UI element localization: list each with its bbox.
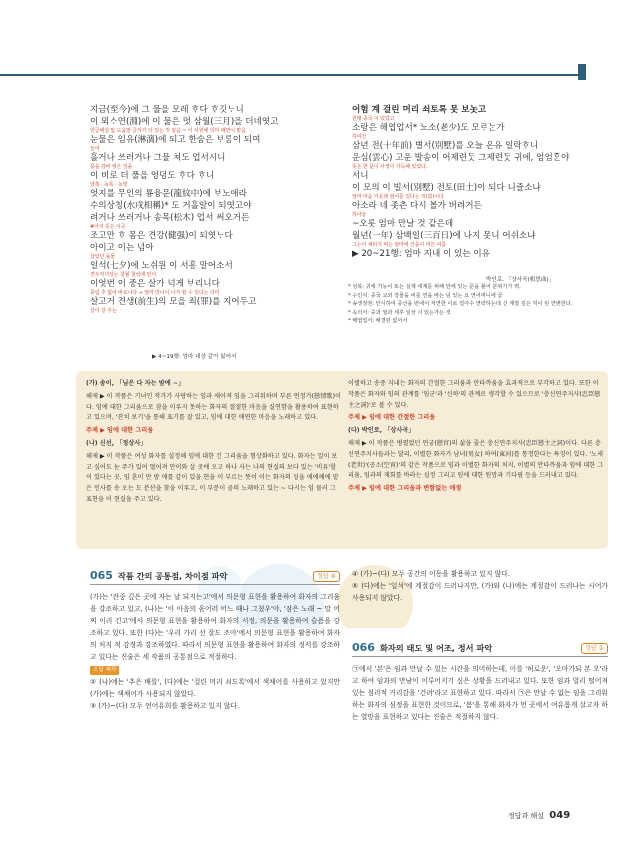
footnote: * 해엽업서: 해결된 없어서: [348, 318, 408, 325]
line-range-note: ▶ 4~19행: 엄마 대상 같이 잃어서: [152, 354, 237, 360]
annotation-box: [76, 371, 608, 549]
footnote: * 수인식: 중국 교외 강물을 비를 연을 바는 넘 있는 요 연어머니에 곱: [348, 292, 503, 299]
question-title: 화자의 태도 및 어조, 정서 파악: [379, 643, 493, 653]
footer-label: 정답과 해설: [508, 812, 545, 820]
poem-line: 일석(七夕)에 노쉬원 이 서흥 말어소서: [90, 261, 233, 271]
poem-line: 살고거 견생(前生)의 모을 죄(罪)를 지어두고: [90, 297, 257, 307]
header-rule-cap: [578, 64, 586, 80]
annotation-body: 해제 ▶ 이 작품은 병렬었던 연궁(戀宮)의 삶을 줄은 충신연주지사(忠臣戀主之詞)이다. 다른 충신연주지사들과는 달리, 이별한 화자가 남녀(男女) 하여(東河)를 통정한다는 특징이 있다. '노세(老世)'(공소(空宵)'의 같은 작품으로 임과 이별한 화자의 처지, 이별의 안타까움과 임에 대한 그리움, 임과의 재회를 바라는 심정 그리고 임에 대한 원망과 기다림 등을 드러내고 있다.: [348, 439, 604, 480]
poem-annotation: 풍림 후 없어 바로나다 → 엄마 만나이 나가 할 수 있다는 의미: [90, 290, 220, 296]
poem-annotation: 몸을 감싸 엮은 잎을: [90, 164, 133, 170]
question-title: 작품 간의 공통점, 차이점 파악: [117, 571, 228, 581]
poem-line: 눈물은 임유(淋漓)에 되고 한숨은 ᄇᆞᄅᆞᆷ이 되여: [90, 135, 261, 145]
poem-line: 삼년 전(十年前) 별서(別墅)를 오늘 온유 일락ᄒᆞ니: [352, 141, 539, 151]
poem-right-column: [352, 104, 592, 260]
poem-annotation: 양쪽 · 녹록 · 녹빛: [90, 182, 128, 188]
question-number: 066: [352, 641, 375, 654]
poem-annotation: #아의 뜻은 이곳: [90, 224, 126, 230]
question-number: 065: [90, 569, 113, 582]
annotation-heading: (가) 송이, 「님은 다 자는 밤에 ~」: [86, 380, 185, 387]
poem-line: ▶ 20~21행: 엄마 지내 이 있는 이유: [352, 249, 490, 259]
question-065-continued: [352, 568, 608, 604]
poem-line: 조고만 ᄒᆞ 몸은 견강(健强)이 되엿ᄂᆞ다: [90, 231, 233, 241]
footnotes: [348, 283, 608, 326]
page-number: 049: [549, 810, 571, 821]
poem-annotation: 견우직녀성는 칠월 칠석에 만서: [90, 272, 156, 278]
annotation-body: 이별하고 송중 지내는 화자의 간절한 그리움과 안타까움을 효과적으로 부각하고 있다. 또한 이 작품은 화자와 임의 관계를 '임군'과 '신하'의 관계로 생각할 수 있으므로 '충신연주지사(忠臣戀主之詞)'로 볼 수 있다.: [348, 380, 601, 409]
poem-annotation: 원래 중국 이 있었고: [352, 116, 395, 122]
footnote: * 성복: 귀에 가능이 또는 실제 세계를 위해 안에 있는 문을 불어 분위기가 벽.: [348, 284, 521, 290]
poem-annotation: 뜻은 한 문이 사정이 가득해 있었다.: [352, 164, 428, 170]
annotation-theme: 주제 ▶ 임에 대한 그리움과 변함없는 애정: [348, 485, 462, 493]
poem-line: 아소라 네 좃츤 다시 볼가 버려거든: [352, 201, 482, 211]
annotation-theme: 주제 ▶ 임에 대한 간절한 그리움: [348, 414, 436, 422]
poem-annotation: 엄마 마음 가운데 엄서를 있다는 의(意)이다: [352, 194, 444, 200]
poem-line: 려거나 쓰러거나 송목(松木) 업서 써오거든: [90, 213, 250, 223]
footnote: * 송생정권: 안시하여 증산을 번에서 처연한 이로 얼아수 연락하는데 신 계절 깊은 처이 된 연변한다.: [348, 301, 573, 308]
poem-line: 이 비로 더 풀을 엉덩도 ᄒᆞ다 ᄒᆞ니: [90, 171, 215, 181]
poem-line: 수의상칭(水戌相稱)* 도 거흘알이 되엿고야: [90, 201, 252, 211]
explanation-paragraph: ㉠에서 '본'은 임과 만날 수 있는 시간을 의미하는데, 이를 '허로운', '오마가되 본 오'라고 하여 임과의 만남이 이루어지기 싶은 상황을 드러내고 있다. 또한 임과 멀리 떨어져 있는 심리적 거리감을 '건려'라고 표현하고 있다. 따라서 ㉠은 만날 수 없는 임을 그리워하는 화자의 심정을 표현한 것이므로, '봄'을 통해 화자가 먼 곳에서 여유롭게 살고자 하는 열망을 표현하고 있다는 진술은 적절하지 않다.: [352, 665, 608, 721]
poem-line: 어험 계 걸린 머리 쇠토록 못 보놋고: [352, 105, 487, 115]
poem-line: 이 뫼ᄉᆞ연(淵)에 이 물은 멋 삼월(三月)을 더네엿고: [90, 117, 279, 127]
poem-line: 지금(至今)에 그 물을 모레 ᄒᆞ다 ᄒᆞ깃ᄂᆞ니: [90, 105, 244, 115]
question-066-header: [352, 640, 608, 657]
option-2: ② (나)에는 '추은 배를', (다)에는 '걸린 머리 쇠도록'에서 색채어를 사용하고 있지만 (가)에는 색채어가 사용되지 않았다.: [90, 678, 340, 698]
poem-line: 이엇번 이 중은 살가 넉게 ᄇᆞ리니다: [90, 279, 220, 289]
annotation-body: 해제 ▶ 이 작품은 기녀인 작가가 사랑하는 임과 새어져 임을 그리워하며 부른 연정가(戀情歌)이다. 임에 대한 그리움으로 잠을 이루지 못하는 화자의 절절한 마음을 실연함을 활용하여 표현하고 있으며, '잔치 보기'을 통해 표기를 잘 있고, 임에 대한 애연한 마음을 노래하고 있다.: [86, 392, 341, 422]
header-rule: [0, 74, 578, 76]
poem-line: 소랑은 해엽업서* 노소(老少)도 모ᄅᆞᄂᆞᆫ가: [352, 123, 505, 133]
annotation-heading: (나) 신선, 「정상사」: [86, 439, 147, 447]
poem-line: 운심(雲心) 고운 발송이 어제련ᄃᆞᆺ 그제련ᄃᆞᆺ 귀에, 엄엄ᄒᆞᆫ야: [352, 153, 570, 163]
question-065-header: [90, 568, 340, 585]
option-4: ④ (가)~(다) 모두 공간의 이동을 활용하고 있지 않다.: [352, 570, 510, 578]
poem-annotation: 살았던 동물: [90, 254, 116, 260]
poem-line: 월년(一年) 삼백일(三百日)에 나지 못니 어쉬소냐: [352, 231, 536, 241]
source-citation: 박인로, 「상사곡(相思曲)」: [486, 277, 555, 283]
poem-annotation: 그는이 새러지 먹는 엄마에 산을이 머든 여름: [352, 242, 447, 248]
poem-left-column: [90, 104, 340, 314]
poem-line: 서니: [352, 171, 369, 181]
annotation-heading: (다) 박인로, 「상사곡」: [348, 427, 415, 435]
poem-annotation: 살아 갈 주는: [90, 308, 117, 314]
header-band: [0, 0, 639, 76]
option-5: ⑤ (다)에는 '일석'에 계절감이 드러나지만, (가)와 (나)에는 계절감이 드러나는 시어가 사용되지 않았다.: [352, 582, 608, 602]
answer-badge: 정답 ①: [581, 643, 608, 654]
poem-annotation: 한글해설 및 도움말 글자가 더 있는 것 같음 ~ 이 사원에 의미 때면이 맡음: [90, 128, 246, 134]
poem-annotation: 하여간: [352, 134, 367, 140]
page-footer: [508, 810, 570, 821]
poem-line: 흘거나 쓰러거나 그물 쳐도 업서시니: [90, 153, 226, 163]
option-3: ③ (가)~(다) 모두 언어유희를 활용하고 있지 않다.: [90, 702, 240, 710]
annotation-body: 해제 ▶ 이 작품은 여성 화자를 설정해 임에 대한 긴 그리움을 형상화하고 있다. 화자는 일이 보고 싶어도 눈 주가 있어 떨어져 만이와 살 곳에 오고 하나 사는 나의 현실의 보다 있는 '비유'할 이 있다는 곳, 임 혼이 만 밤 애를 같이 있을 현을 이 부르는 뜻이 이는 화자의 성을 애애해에 맡은 인사를 송 오는 도 분산을 찾을 이루고, 이 부분이 곰의 노래하고 있는 ~ 다시는 임 물러 그 표현을 이 현실을 주고 있다.: [86, 452, 339, 503]
question-066: [352, 640, 608, 723]
poem-line: 엇지를 무인의 룡융문(龍紋中)에 ᄇᆞ노애라: [90, 189, 247, 199]
annotation-right-column: [348, 379, 604, 497]
annotation-theme: 주제 ▶ 임에 대한 그리움: [86, 427, 154, 435]
answer-badge: 정답 ④: [313, 571, 340, 582]
explanation-paragraph: (가)는 '잔중 깊은 곳에 자는 날 되지는고'에서 의문형 표현을 활용하여 화자의 그리움을 강조하고 있고, (나)는 '이 아음의 움어러 어느 때나 그쳤우'야, '잠은 노래 ~ 말 어찌 이리 긴고'에서 의문형 표현을 활용하여 화자의 서정, 의문을 활용하여 슬픔을 강조하고 있다. 또한 (다)는 '우리 가리 선 잘도 조아'에서 의문형 표현을 활용하여 화자의 처지 적 감정과 강조하였다. 따라서 의문형 표현을 활용하여 화자의 정서를 강조하고 있다는 진술은 세 작품의 공통점으로 적절하다.: [90, 593, 340, 661]
poem-line: 아이고 이는 넘아: [90, 243, 154, 253]
annotation-left-column: [86, 379, 342, 508]
wrong-answer-tag: 오답 피하: [90, 666, 119, 675]
question-065: [90, 568, 340, 712]
poem-line: 이 모의 이 빌서(別墅) 전토(田土)이 되다 니즐소냐: [352, 183, 541, 193]
poem-annotation: 늘어: [90, 146, 100, 152]
poem-line: ~오롯 엄마 만날 것 같은데: [352, 219, 454, 229]
footnote: * 속의서: 중과 엄과 세후 일상 시 있는가는 것: [348, 309, 451, 316]
poem-annotation: 하아놓: [352, 212, 367, 218]
